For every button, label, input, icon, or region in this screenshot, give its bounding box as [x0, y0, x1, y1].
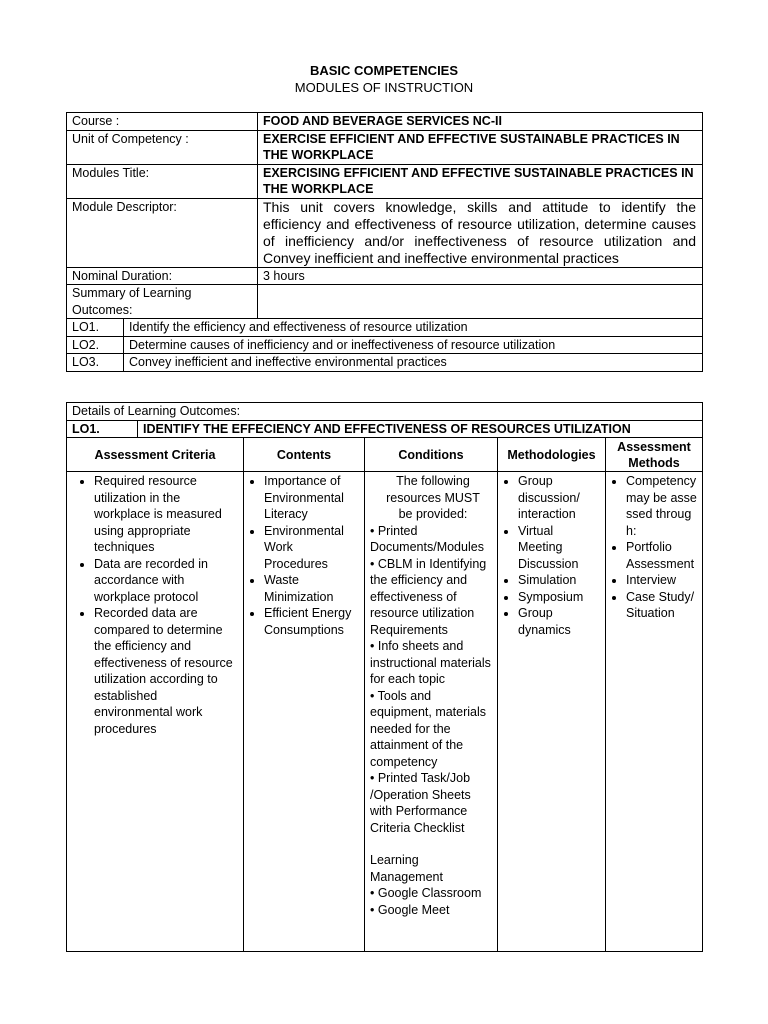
descriptor-row	[67, 198, 703, 267]
conditions-intro: The following resources MUST be provided:	[386, 474, 480, 521]
lo-row	[67, 354, 703, 372]
contents-item: • Efficient Energy Consumptions	[264, 605, 359, 638]
header-contents: Contents	[244, 438, 365, 472]
contents-item: • Importance of Environmental Literacy	[264, 473, 359, 523]
assessment-method-item: • Interview	[626, 572, 697, 589]
duration-value: 3 hours	[258, 267, 703, 285]
conditions-line: • Tools and equipment, materials needed for the attainment of the competency	[370, 688, 487, 769]
lo1-row	[67, 420, 703, 438]
descriptor-value: This unit covers knowledge, skills and attitude to identify the efficiency and effectiveness of resource utilization, determine causes of inefficiency and/or ineffectiveness of resource utilization and Convey inefficient and ineffective environmental practices	[258, 198, 703, 267]
conditions-line: • Printed Documents/Modules	[370, 523, 484, 554]
modules-title-value: EXERCISING EFFICIENT AND EFFECTIVE SUSTAINABLE PRACTICES IN THE WORKPLACE	[258, 164, 703, 198]
assessment-method-item: • Portfolio Assessment	[626, 539, 697, 572]
methodology-item: • Group discussion/ interaction	[518, 473, 600, 523]
lo1-code: LO1.	[67, 420, 138, 438]
module-info-table	[66, 112, 703, 372]
criteria-item: • Data are recorded in accordance with workplace protocol	[94, 556, 238, 606]
descriptor-label: Module Descriptor:	[67, 198, 258, 267]
lo-text: Identify the efficiency and effectiveness of resource utilization	[124, 319, 703, 337]
lo-text: Convey inefficient and ineffective environmental practices	[124, 354, 703, 372]
course-label: Course :	[67, 113, 258, 131]
modules-title-row	[67, 164, 703, 198]
lo-row	[67, 319, 703, 337]
header-assessment-methods: Assessment Methods	[606, 438, 703, 472]
details-body-row	[67, 472, 703, 952]
details-label-row	[67, 403, 703, 421]
methodology-item: • Symposium	[518, 589, 600, 606]
learning-management-line: • Google Classroom	[370, 886, 482, 900]
unit-label: Unit of Competency :	[67, 130, 258, 164]
summary-row	[67, 285, 703, 319]
lo-text: Determine causes of inefficiency and or ineffectiveness of resource utilization	[124, 336, 703, 354]
criteria-item: • Required resource utilization in the workplace is measured using appropriate techniques	[94, 473, 238, 556]
course-row	[67, 113, 703, 131]
duration-row	[67, 267, 703, 285]
conditions-line: • Info sheets and instructional materials for each topic	[370, 639, 491, 686]
unit-row	[67, 130, 703, 164]
contents-item: • Waste Minimization	[264, 572, 359, 605]
assessment-method-item: • Competency may be assessed through:	[626, 473, 697, 539]
header-methodologies: Methodologies	[498, 438, 606, 472]
learning-management-line: • Google Meet	[370, 902, 450, 917]
assessment-methods-cell	[606, 472, 703, 952]
details-label: Details of Learning Outcomes:	[67, 403, 703, 421]
methodologies-cell	[498, 472, 606, 952]
learning-management-title: Learning Management	[370, 853, 443, 884]
duration-label: Nominal Duration:	[67, 267, 258, 285]
column-header-row	[67, 438, 703, 472]
methodology-item: • Group dynamics	[518, 605, 600, 638]
conditions-cell	[365, 472, 498, 952]
lo-code: LO3.	[67, 354, 124, 372]
criteria-cell	[67, 472, 244, 952]
conditions-line: • CBLM in Identifying the efficiency and effectiveness of resource utilization Requirements	[370, 556, 487, 637]
assessment-method-item: • Case Study/ Situation	[626, 589, 697, 622]
modules-title-label: Modules Title:	[67, 164, 258, 198]
course-value: FOOD AND BEVERAGE SERVICES NC-II	[258, 113, 703, 131]
conditions-spacer	[370, 836, 492, 852]
lo-code: LO1.	[67, 319, 124, 337]
methodology-item: • Virtual Meeting Discussion	[518, 523, 600, 573]
header-conditions: Conditions	[365, 438, 498, 472]
methodology-item: • Simulation	[518, 572, 600, 589]
lo-row	[67, 336, 703, 354]
summary-label: Summary of Learning Outcomes:	[67, 285, 258, 319]
page-subtitle: MODULES OF INSTRUCTION	[294, 80, 474, 95]
contents-item: • Environmental Work Procedures	[264, 523, 359, 573]
lo1-title: IDENTIFY THE EFFECIENCY AND EFFECTIVENESS OF RESOURCES UTILIZATION	[138, 420, 703, 438]
learning-outcome-details-table	[66, 402, 703, 952]
unit-value: EXERCISE EFFICIENT AND EFFECTIVE SUSTAINABLE PRACTICES IN THE WORKPLACE	[258, 130, 703, 164]
page-title: BASIC COMPETENCIES	[309, 63, 459, 78]
summary-value	[258, 285, 703, 319]
conditions-line: • Printed Task/Job /Operation Sheets with Performance Criteria Checklist	[370, 771, 471, 835]
contents-cell	[244, 472, 365, 952]
header-assessment-criteria: Assessment Criteria	[67, 438, 244, 472]
criteria-item: • Recorded data are compared to determine the efficiency and effectiveness of resource utilization according to established environmental work procedures	[94, 605, 238, 737]
lo-code: LO2.	[67, 336, 124, 354]
